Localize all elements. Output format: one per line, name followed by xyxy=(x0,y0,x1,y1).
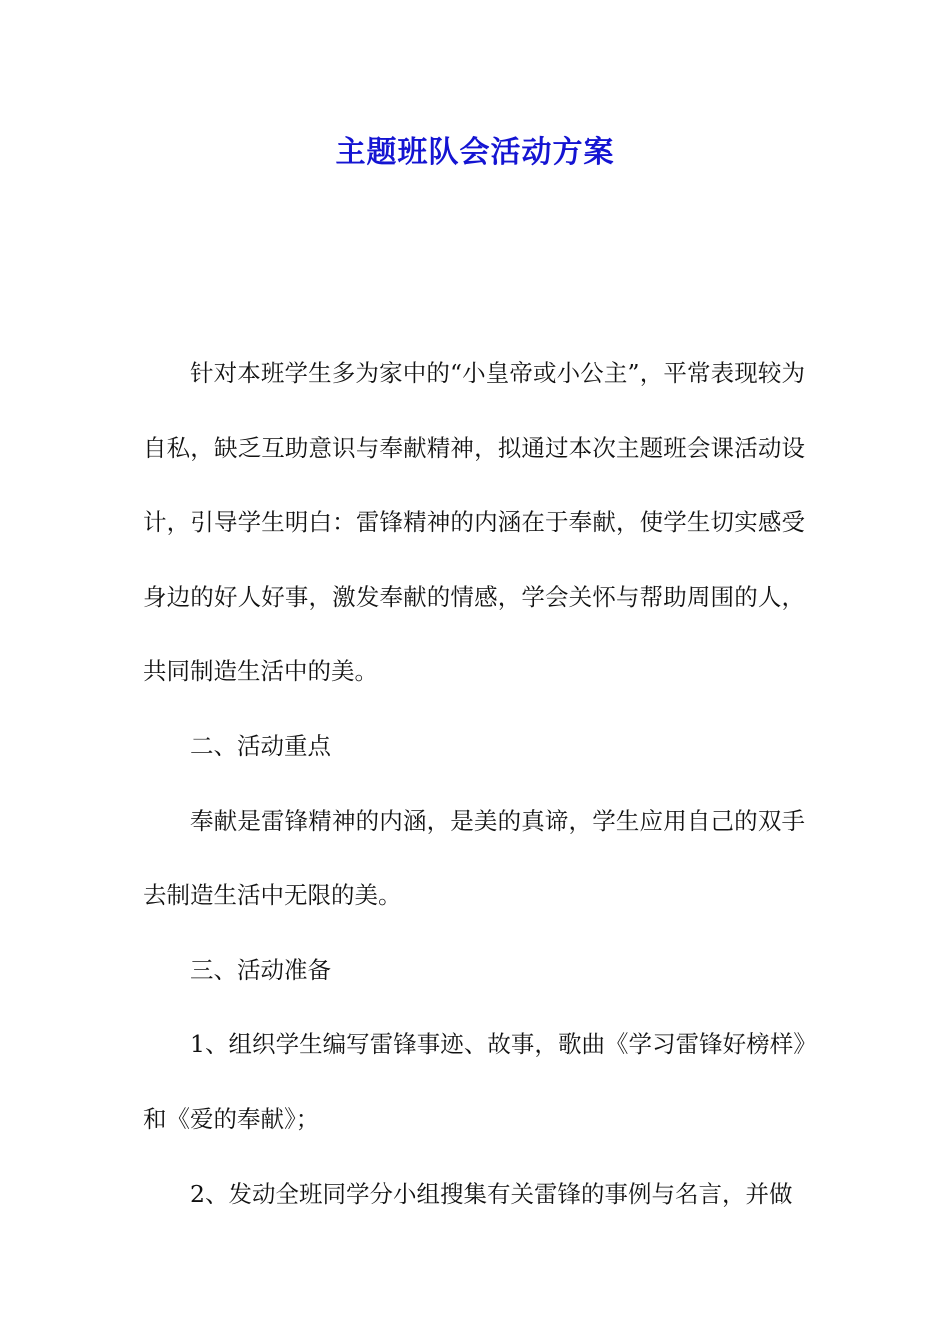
paragraph-prep-item-2: 2、发动全班同学分小组搜集有关雷锋的事例与名言，并做 xyxy=(190,1179,793,1208)
heading-activity-preparation: 三、活动准备 xyxy=(190,955,331,984)
paragraph-intro: 针对本班学生多为家中的“小皇帝或小公主”，平常表现较为自私，缺乏互助意识与奉献精神，拟通过本次主题班会课活动设计，引导学生明白：雷锋精神的内涵在于奉献，使学生切实感受身边的好人好事，激发奉献的情感，学会关怀与帮助周围的人，共同制造生活中的美。 xyxy=(143,359,805,686)
document-title: 主题班队会活动方案 xyxy=(335,135,615,170)
paragraph-prep-item-1: 1、组织学生编写雷锋事迹、故事，歌曲《学习雷锋好榜样》和《爱的奉献》； xyxy=(143,1030,805,1133)
heading-activity-focus: 二、活动重点 xyxy=(190,731,331,760)
paragraph-focus: 奉献是雷锋精神的内涵，是美的真谛，学生应用自己的双手去制造生活中无限的美。 xyxy=(143,806,805,910)
document-body xyxy=(143,336,805,1231)
